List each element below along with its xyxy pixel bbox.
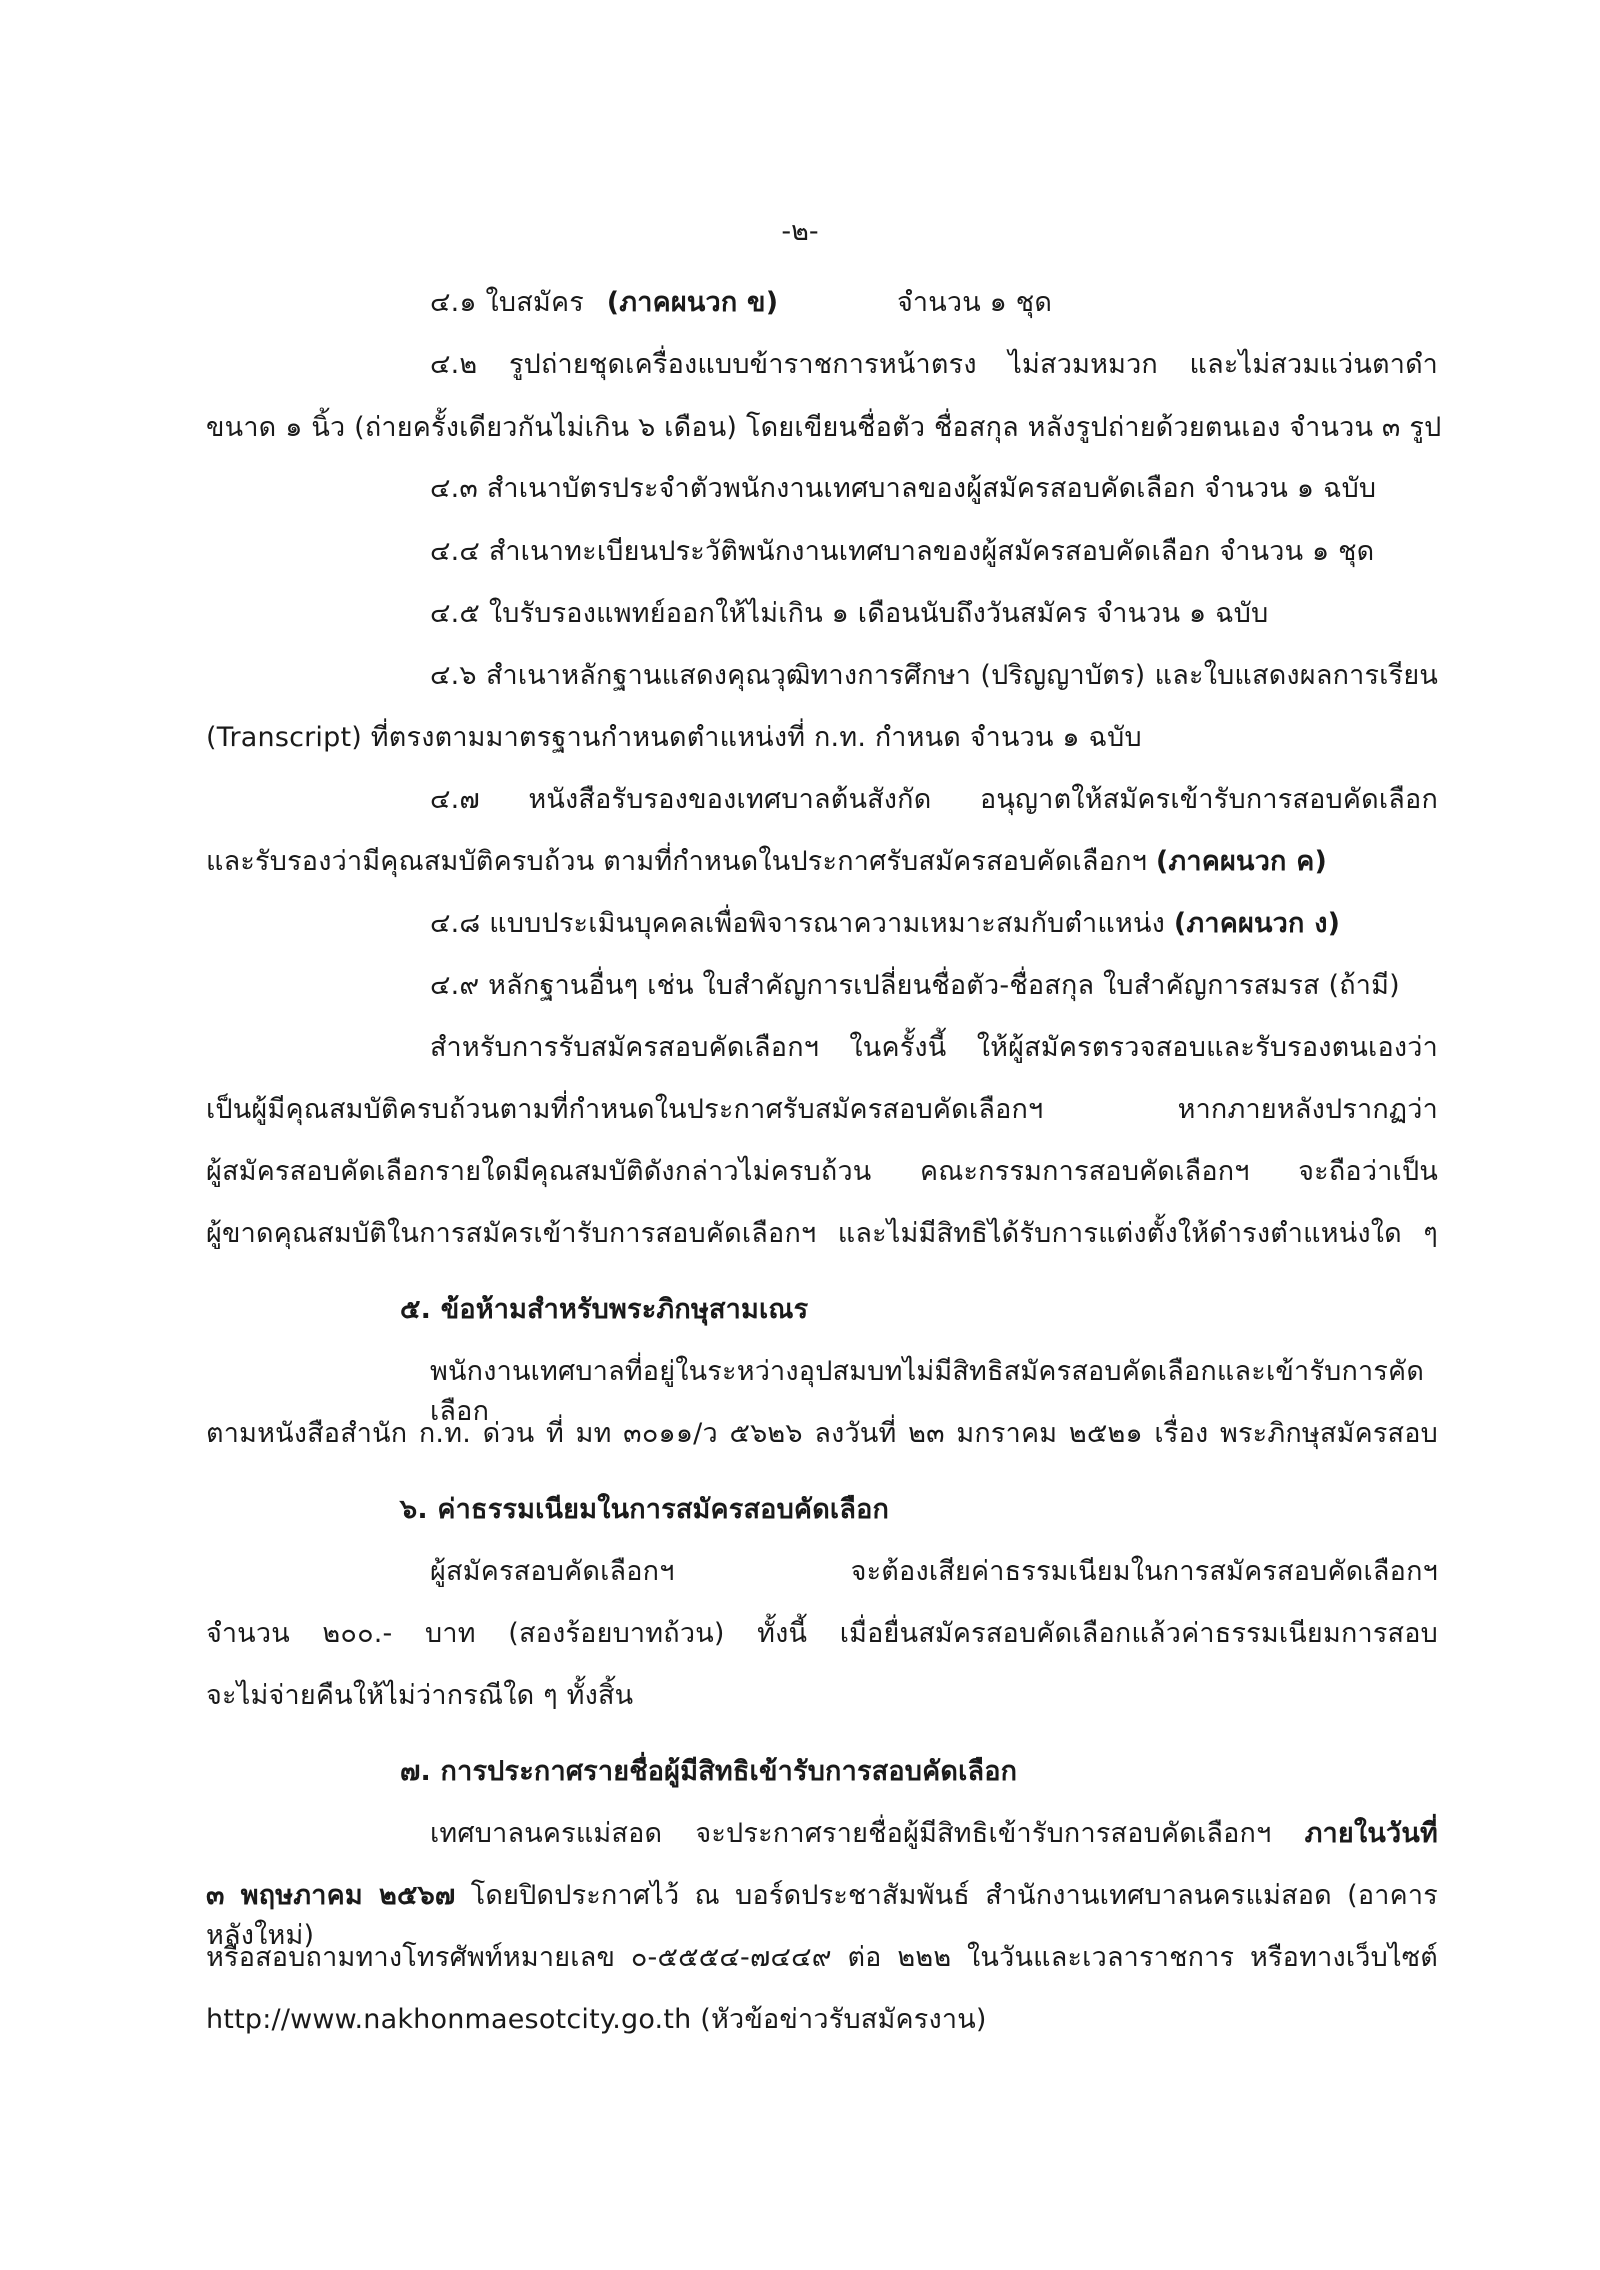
certify-line-4: ผู้ขาดคุณสมบัติในการสมัครเข้ารับการสอบคัดเลือกฯ และไม่มีสิทธิได้รับการแต่งตั้งให้ดำรงตำแหน่งใด ๆ xyxy=(206,1218,1438,1249)
item-4-8-text: ๔.๘ แบบประเมินบุคคลเพื่อพิจารณาความเหมาะสมกับตำแหน่ง xyxy=(430,908,1166,939)
section-5-line-1: พนักงานเทศบาลที่อยู่ในระหว่างอุปสมบทไม่มีสิทธิสมัครสอบคัดเลือกและเข้ารับการคัดเลือก xyxy=(430,1356,1425,1427)
section-6-heading: ๖. ค่าธรรมเนียมในการสมัครสอบคัดเลือก xyxy=(400,1494,890,1525)
section-6-line-1: ผู้สมัครสอบคัดเลือกฯ จะต้องเสียค่าธรรมเนียมในการสมัครสอบคัดเลือกฯ xyxy=(430,1556,1438,1587)
item-4-5: ๔.๕ ใบรับรองแพทย์ออกให้ไม่เกิน ๑ เดือนนับถึงวันสมัคร จำนวน ๑ ฉบับ xyxy=(430,598,1269,629)
item-4-7-annex: (ภาคผนวก ค) xyxy=(1155,846,1328,877)
section-6-line-2: จำนวน ๒๐๐.- บาท (สองร้อยบาทถ้วน) ทั้งนี้ เมื่อยื่นสมัครสอบคัดเลือกแล้วค่าธรรมเนียมการสอบ xyxy=(206,1618,1438,1649)
item-4-7-line1: ๔.๗ หนังสือรับรองของเทศบาลต้นสังกัด อนุญาตให้สมัครเข้ารับการสอบคัดเลือก xyxy=(430,784,1438,815)
item-4-6-line2: (Transcript) ที่ตรงตามมาตรฐานกำหนดตำแหน่งที่ ก.ท. กำหนด จำนวน ๑ ฉบับ xyxy=(206,722,1142,753)
section-7-line-1-text: เทศบาลนครแม่สอด จะประกาศรายชื่อผู้มีสิทธิเข้ารับการสอบคัดเลือกฯ xyxy=(430,1818,1272,1849)
certify-line-1: สำหรับการรับสมัครสอบคัดเลือกฯ ในครั้งนี้ ให้ผู้สมัครตรวจสอบและรับรองตนเองว่า xyxy=(430,1032,1438,1063)
item-4-8 xyxy=(430,904,1340,944)
item-4-7-text: และรับรองว่ามีคุณสมบัติครบถ้วน ตามที่กำหนดในประกาศรับสมัครสอบคัดเลือกฯ xyxy=(206,846,1148,877)
certify-line-3: ผู้สมัครสอบคัดเลือกรายใดมีคุณสมบัติดังกล่าวไม่ครบถ้วน คณะกรรมการสอบคัดเลือกฯ จะถือว่าเป็น xyxy=(206,1156,1438,1187)
item-4-1-label: ๔.๑ ใบสมัคร xyxy=(430,287,584,318)
section-7-date: ๓ พฤษภาคม ๒๕๖๗ xyxy=(206,1880,456,1911)
section-6-line-3: จะไม่จ่ายคืนให้ไม่ว่ากรณีใด ๆ ทั้งสิ้น xyxy=(206,1680,634,1711)
page-number: -๒- xyxy=(781,216,819,247)
section-7-line-4: http://www.nakhonmaesotcity.go.th (หัวข้อข่าวรับสมัครงาน) xyxy=(206,2004,987,2035)
section-7-heading: ๗. การประกาศรายชื่อผู้มีสิทธิเข้ารับการสอบคัดเลือก xyxy=(400,1756,1018,1787)
item-4-2-line1: ๔.๒ รูปถ่ายชุดเครื่องแบบข้าราชการหน้าตรง ไม่สวมหมวก และไม่สวมแว่นตาดำ xyxy=(430,349,1438,380)
item-4-8-annex: (ภาคผนวก ง) xyxy=(1173,908,1341,939)
item-4-3: ๔.๓ สำเนาบัตรประจำตัวพนักงานเทศบาลของผู้สมัครสอบคัดเลือก จำนวน ๑ ฉบับ xyxy=(430,473,1377,504)
item-4-9: ๔.๙ หลักฐานอื่นๆ เช่น ใบสำคัญการเปลี่ยนชื่อตัว-ชื่อสกุล ใบสำคัญการสมรส (ถ้ามี) xyxy=(430,970,1400,1001)
section-5-heading: ๕. ข้อห้ามสำหรับพระภิกษุสามเณร xyxy=(400,1294,809,1325)
item-4-1-qty: จำนวน ๑ ชุด xyxy=(897,287,1053,318)
item-4-1 xyxy=(430,283,1052,323)
section-7-line-1 xyxy=(430,1814,1438,1854)
item-4-1-annex: (ภาคผนวก ข) xyxy=(606,287,779,318)
section-7-date-lead: ภายในวันที่ xyxy=(1304,1818,1438,1849)
section-7-line-2-text: โดยปิดประกาศไว้ ณ บอร์ดประชาสัมพันธ์ สำนักงานเทศบาลนครแม่สอด (อาคารหลังใหม่) xyxy=(206,1880,1438,1951)
certify-line-2: เป็นผู้มีคุณสมบัติครบถ้วนตามที่กำหนดในประกาศรับสมัครสอบคัดเลือกฯ หากภายหลังปรากฏว่า xyxy=(206,1094,1438,1125)
section-5-line-2: ตามหนังสือสำนัก ก.ท. ด่วน ที่ มท ๓๐๑๑/ว ๕๖๒๖ ลงวันที่ ๒๓ มกราคม ๒๕๒๑ เรื่อง พระภิกษุสมัครสอบ xyxy=(206,1418,1438,1449)
item-4-2-line2: ขนาด ๑ นิ้ว (ถ่ายครั้งเดียวกันไม่เกิน ๖ เดือน) โดยเขียนชื่อตัว ชื่อสกุล หลังรูปถ่ายด้วยตนเอง จำนวน ๓ รูป xyxy=(206,412,1442,443)
item-4-6-line1: ๔.๖ สำเนาหลักฐานแสดงคุณวุฒิทางการศึกษา (ปริญญาบัตร) และใบแสดงผลการเรียน xyxy=(430,660,1438,691)
item-4-7-line2 xyxy=(206,842,1327,882)
section-7-line-3: หรือสอบถามทางโทรศัพท์หมายเลข ๐-๕๕๕๔-๗๔๔๙ ต่อ ๒๒๒ ในวันและเวลาราชการ หรือทางเว็บไซต์ xyxy=(206,1942,1438,1973)
item-4-4: ๔.๔ สำเนาทะเบียนประวัติพนักงานเทศบาลของผู้สมัครสอบคัดเลือก จำนวน ๑ ชุด xyxy=(430,536,1375,567)
